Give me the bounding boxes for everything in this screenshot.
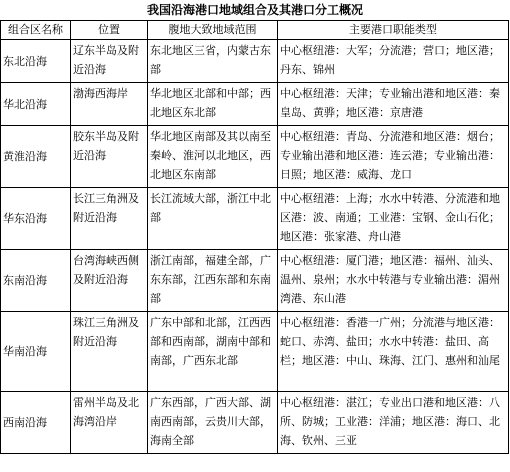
document-title: 我国沿海港口地域组合及其港口分工概况 [146,3,363,17]
cell-location: 珠江三角洲及附近沿海 [71,312,148,392]
cell-hinterland: 华北地区南部及其以南至秦岭、淮河以北地区，西北地区东南部 [148,126,278,188]
cell-hinterland: 长江流域大部，浙江中北部 [148,188,278,250]
cell-zone: 华南沿海 [1,312,71,392]
table-row [1,392,509,454]
cell-zone: 黄淮沿海 [1,126,71,188]
cell-zone: 西南沿海 [1,392,71,454]
cell-functions: 中心枢纽港：大军；分流港；营口；地区港；丹东、锦州 [278,40,509,83]
cell-location: 渤海西海岸 [71,83,148,126]
header-port-functions: 主要港口职能类型 [278,21,509,40]
cell-hinterland: 浙江南部，福建全部，广东东部，江西东部和东南部 [148,250,278,312]
cell-location: 雷州半岛及北海湾沿岸 [71,392,148,454]
header-hinterland: 腹地大致地域范围 [148,21,278,40]
cell-location: 胶东半岛及附近沿海 [71,126,148,188]
table-row [1,40,509,83]
cell-functions: 中心枢纽港：上海；水水中转港、分流港和地区港：波、南通；工业港：宝钢、金山石化；地区港：张家港、舟山港 [278,188,509,250]
cell-zone: 华北沿海 [1,83,71,126]
table-row [1,312,509,392]
cell-zone: 东南沿海 [1,250,71,312]
table-row [1,126,509,188]
table-row [1,188,509,250]
table-row [1,250,509,312]
header-location: 位置 [71,21,148,40]
cell-hinterland: 东北地区三省，内蒙古东部 [148,40,278,83]
cell-functions: 中心枢纽港：香港一广州；分流港与地区港：蛇口、赤湾、盐田；水水中转港：盐田、高栏；地区港：中山、珠海、江门、惠州和汕尾 [278,312,509,392]
table-header-row [1,21,509,40]
cell-hinterland: 华北地区北部和中部；西北地区东北部 [148,83,278,126]
cell-functions: 中心枢纽港：青岛、分流港和地区港：烟台；专业输出港和地区港：连云港；专业输出港：日照；地区港：威海、龙口 [278,126,509,188]
cell-location: 台湾海峡西侧及附近沿海 [71,250,148,312]
cell-location: 辽东半岛及附近沿海 [71,40,148,83]
cell-functions: 中心枢纽港：湛江；专业出口港和地区港：八所、防城；工业港：洋浦；地区港：海口、北海、钦州、三亚 [278,392,509,454]
cell-location: 长江三角洲及附近沿海 [71,188,148,250]
cell-zone: 华东沿海 [1,188,71,250]
cell-functions: 中心枢纽港：厦门港；地区港：福州、汕头、温州、泉州；水水中转港与专业输出港：湄州湾港、东山港 [278,250,509,312]
table-row [1,83,509,126]
header-zone-name: 组合区名称 [1,21,71,40]
cell-hinterland: 广东中部和北部，江西西部和西南部，湖南中部和南部，广西东北部 [148,312,278,392]
cell-functions: 中心枢纽港：天津；专业输出港和地区港：秦皇岛、黄骅；地区港：京唐港 [278,83,509,126]
port-table [0,20,509,454]
cell-hinterland: 广东西部，广西大部、湖南西南部，云贵川大部，海南全部 [148,392,278,454]
cell-zone: 东北沿海 [1,40,71,83]
